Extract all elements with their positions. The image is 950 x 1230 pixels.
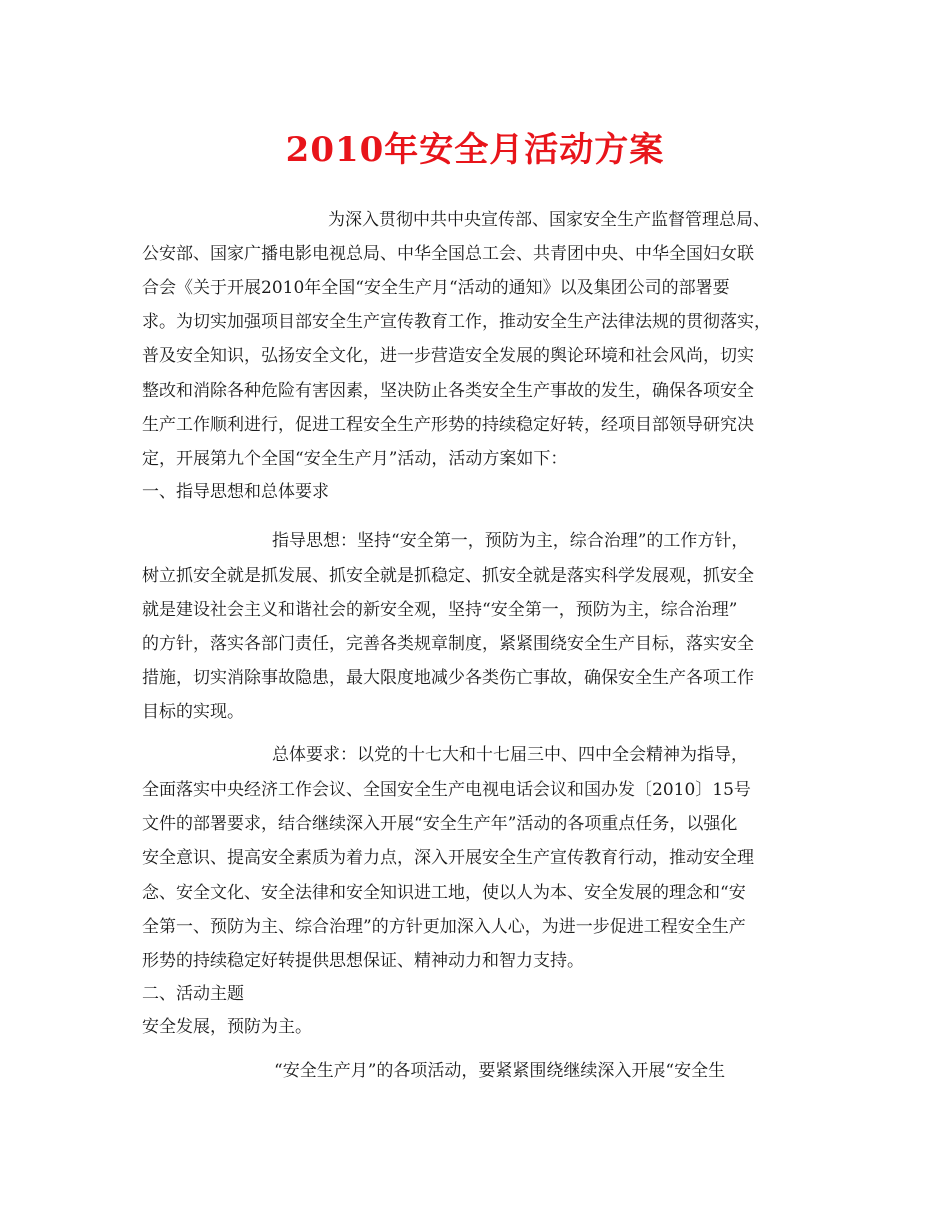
paragraph-line: 合会《关于开展2010年全国“安全生产月“活动的通知》以及集团公司的部署要 bbox=[142, 278, 730, 298]
paragraph-line: 指导思想：坚持“安全第一，预防为主，综合治理”的工作方针， bbox=[272, 531, 749, 551]
paragraph-line: 总体要求：以党的十七大和十七届三中、四中全会精神为指导， bbox=[272, 745, 748, 765]
paragraph-line: 措施，切实消除事故隐患，最大限度地减少各类伤亡事故，确保安全生产各项工作 bbox=[142, 668, 754, 688]
paragraph-line: 就是建设社会主义和谐社会的新安全观，坚持“安全第一，预防为主，综合治理” bbox=[142, 600, 738, 620]
paragraph-line: 文件的部署要求，结合继续深入开展“安全生产年”活动的各项重点任务，以强化 bbox=[142, 814, 738, 834]
paragraph-line: 生产工作顺利进行，促进工程安全生产形势的持续稳定好转，经项目部领导研究决 bbox=[142, 415, 754, 435]
paragraph-line: 公安部、国家广播电影电视总局、中华全国总工会、共青团中央、中华全国妇女联 bbox=[142, 244, 754, 264]
paragraph-line: 安全意识、提高安全素质为着力点，深入开展安全生产宣传教育行动，推动安全理 bbox=[142, 848, 754, 868]
paragraph-line: 安全发展，预防为主。 bbox=[142, 1017, 312, 1037]
document-title: 2010年安全月活动方案 bbox=[285, 130, 665, 170]
paragraph-line: 定，开展第九个全国“安全生产月”活动，活动方案如下： bbox=[142, 449, 568, 469]
paragraph-line: 目标的实现。 bbox=[142, 702, 244, 722]
paragraph-line: 念、安全文化、安全法律和安全知识进工地，使以人为本、安全发展的理念和“安 bbox=[142, 883, 746, 903]
paragraph-line: 树立抓安全就是抓发展、抓安全就是抓稳定、抓安全就是落实科学发展观，抓安全 bbox=[142, 566, 754, 586]
paragraph-line: 形势的持续稳定好转提供思想保证、精神动力和智力支持。 bbox=[142, 951, 584, 971]
paragraph-line: 普及安全知识，弘扬安全文化，进一步营造安全发展的舆论环境和社会风尚，切实 bbox=[142, 346, 754, 366]
section-heading: 二、活动主题 bbox=[142, 984, 244, 1004]
paragraph-line: 求。为切实加强项目部安全生产宣传教育工作，推动安全生产法律法规的贯彻落实， bbox=[142, 312, 771, 332]
paragraph-line: 的方针，落实各部门责任，完善各类规章制度，紧紧围绕安全生产目标，落实安全 bbox=[142, 634, 754, 654]
paragraph-line: 全面落实中央经济工作会议、全国安全生产电视电话会议和国办发〔2010〕15号 bbox=[142, 780, 751, 800]
paragraph-line: 全第一、预防为主、综合治理”的方针更加深入人心，为进一步促进工程安全生产 bbox=[142, 917, 746, 937]
section-heading: 一、指导思想和总体要求 bbox=[142, 482, 329, 502]
paragraph-line: 为深入贯彻中共中央宣传部、国家安全生产监督管理总局、 bbox=[328, 210, 770, 230]
paragraph-line: 整改和消除各种危险有害因素，坚决防止各类安全生产事故的发生，确保各项安全 bbox=[142, 381, 754, 401]
paragraph-line: “安全生产月”的各项活动，要紧紧围绕继续深入开展“安全生 bbox=[274, 1061, 726, 1081]
